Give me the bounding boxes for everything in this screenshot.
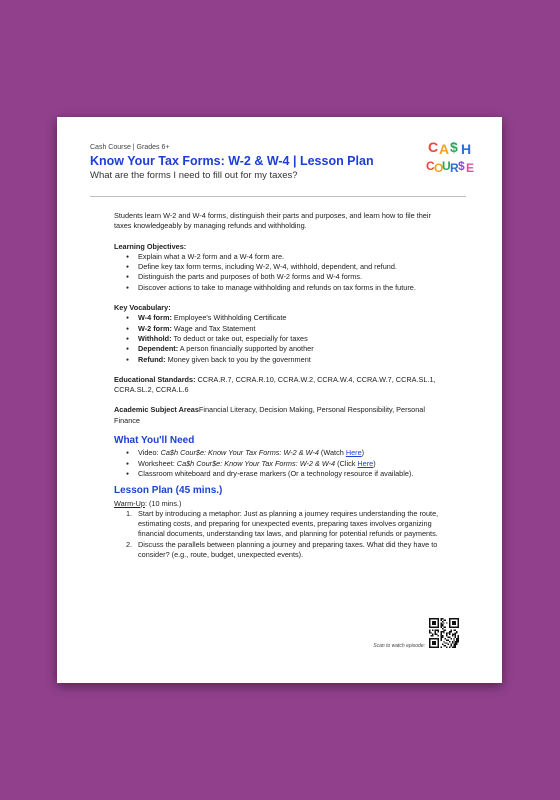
- list-item: [126, 344, 444, 354]
- list-item: [126, 324, 444, 334]
- standards-label: Educational Standards:: [114, 374, 196, 384]
- logo-letter: U: [442, 159, 451, 173]
- logo-letter: H: [461, 141, 472, 157]
- list-item: ● Define key tax form terms, including W-2, W-4, withhold, dependent, and refund.: [126, 262, 444, 272]
- list-item: [126, 459, 444, 469]
- material-prefix: Video:: [138, 448, 161, 458]
- warmup-steps: [126, 509, 444, 560]
- logo-letter: $: [458, 159, 465, 173]
- series-label: Cash Course | Grades 6+: [90, 144, 170, 151]
- material-suffix: ): [373, 458, 376, 468]
- material-mid: (Click: [335, 458, 358, 468]
- material-prefix: Worksheet:: [138, 458, 177, 468]
- vocabulary-list: [126, 313, 444, 364]
- list-item: ● Explain what a W-2 form and a W-4 form are.: [126, 252, 444, 262]
- video-title: Ca$h Cour$e: Know Your Tax Forms: W-2 & W-4: [160, 448, 319, 458]
- vocab-term: Dependent:: [138, 344, 179, 354]
- list-item: [126, 334, 444, 344]
- list-item: ● Discover actions to take to manage withholding and refunds on tax forms in the future.: [126, 283, 444, 293]
- list-item: ● Classroom whiteboard and dry-erase markers (Or a technology resource if available).: [126, 469, 444, 479]
- logo-letter: C: [428, 139, 439, 155]
- document-header: [90, 144, 480, 181]
- worksheet-title: Ca$h Cour$e: Know Your Tax Forms: W-2 & W-4: [176, 458, 336, 468]
- materials-heading: What You'll Need: [114, 435, 195, 447]
- vocab-definition: Wage and Tax Statement: [171, 323, 256, 333]
- logo-letter: A: [439, 141, 450, 157]
- vocabulary-heading: Key Vocabulary:: [114, 303, 171, 313]
- lesson-plan-heading: Lesson Plan (45 mins.): [114, 485, 223, 497]
- vocab-definition: A person financially supported by another: [178, 344, 314, 354]
- step-text: Discuss the parallels between planning a journey and preparing taxes. What did they have to consider? (e.g., route, budget, unexpected events).: [138, 539, 438, 560]
- standards-text: CCRA.R.7, CCRA.R.10, CCRA.W.2, CCRA.W.4, CCRA.W.7, CCRA.SL.1, CCRA.SL.2, CCRA.L.6: [114, 374, 436, 395]
- vocab-definition: To deduct or take out, especially for taxes: [171, 333, 308, 343]
- objectives-heading: Learning Objectives:: [114, 241, 187, 251]
- document-title: Know Your Tax Forms: W-2 & W-4 | Lesson Plan: [90, 154, 374, 168]
- materials-list: [126, 448, 444, 479]
- vocab-definition: Employee's Withholding Certificate: [171, 313, 287, 323]
- qr-code-icon[interactable]: [429, 618, 459, 648]
- logo-letter: $: [450, 139, 458, 155]
- warmup-time: : (10 mins.): [144, 498, 182, 508]
- material-suffix: ): [361, 448, 365, 458]
- vocab-term: Withhold:: [138, 333, 172, 343]
- list-item: [126, 313, 444, 323]
- subjects-paragraph: [114, 405, 444, 426]
- subjects-label: Academic Subject Areas: [114, 405, 199, 415]
- step-number: 2.: [126, 539, 133, 549]
- lesson-plan-page: [57, 117, 502, 683]
- list-item: [126, 355, 444, 365]
- objectives-list: [126, 252, 444, 293]
- logo-letter: R: [450, 161, 459, 175]
- list-item: [126, 448, 444, 458]
- subjects-text: Financial Literacy, Decision Making, Personal Responsibility, Personal Finance: [114, 405, 425, 425]
- list-item: [126, 509, 444, 540]
- watch-video-link[interactable]: Here: [345, 448, 362, 458]
- warmup-line: [114, 499, 444, 509]
- intro-paragraph: Students learn W-2 and W-4 forms, distinguish their parts and purposes, and learn how to file their taxes knowledgeably by managing refunds and withholding.: [114, 211, 431, 231]
- standards-paragraph: [114, 375, 444, 396]
- cash-course-logo: [425, 137, 475, 175]
- header-divider: [90, 196, 466, 197]
- step-number: 1.: [126, 508, 133, 518]
- qr-caption: Scan to watch episode:: [373, 643, 425, 649]
- worksheet-link[interactable]: Here: [357, 458, 374, 468]
- warmup-label: Warm-Up: [114, 498, 145, 508]
- material-mid: (Watch: [318, 448, 346, 458]
- logo-letter: C: [426, 159, 435, 173]
- lesson-content: [114, 211, 444, 560]
- document-subtitle: What are the forms I need to fill out for my taxes?: [90, 170, 298, 181]
- vocab-term: W-2 form:: [138, 323, 172, 333]
- step-text: Start by introducing a metaphor: Just as planning a journey requires understanding the route, estimating costs, and preparing for unexpected events, preparing taxes involves organizing financial documents, understanding tax laws, and planning for potential refunds or payments.: [138, 508, 439, 539]
- list-item: ● Distinguish the parts and purposes of both W-2 forms and W-4 forms.: [126, 272, 444, 282]
- vocab-term: Refund:: [138, 354, 166, 364]
- logo-letter: O: [434, 161, 444, 175]
- vocab-term: W-4 form:: [138, 313, 172, 323]
- vocab-definition: Money given back to you by the government: [165, 354, 311, 364]
- list-item: [126, 540, 444, 561]
- logo-letter: E: [466, 161, 475, 175]
